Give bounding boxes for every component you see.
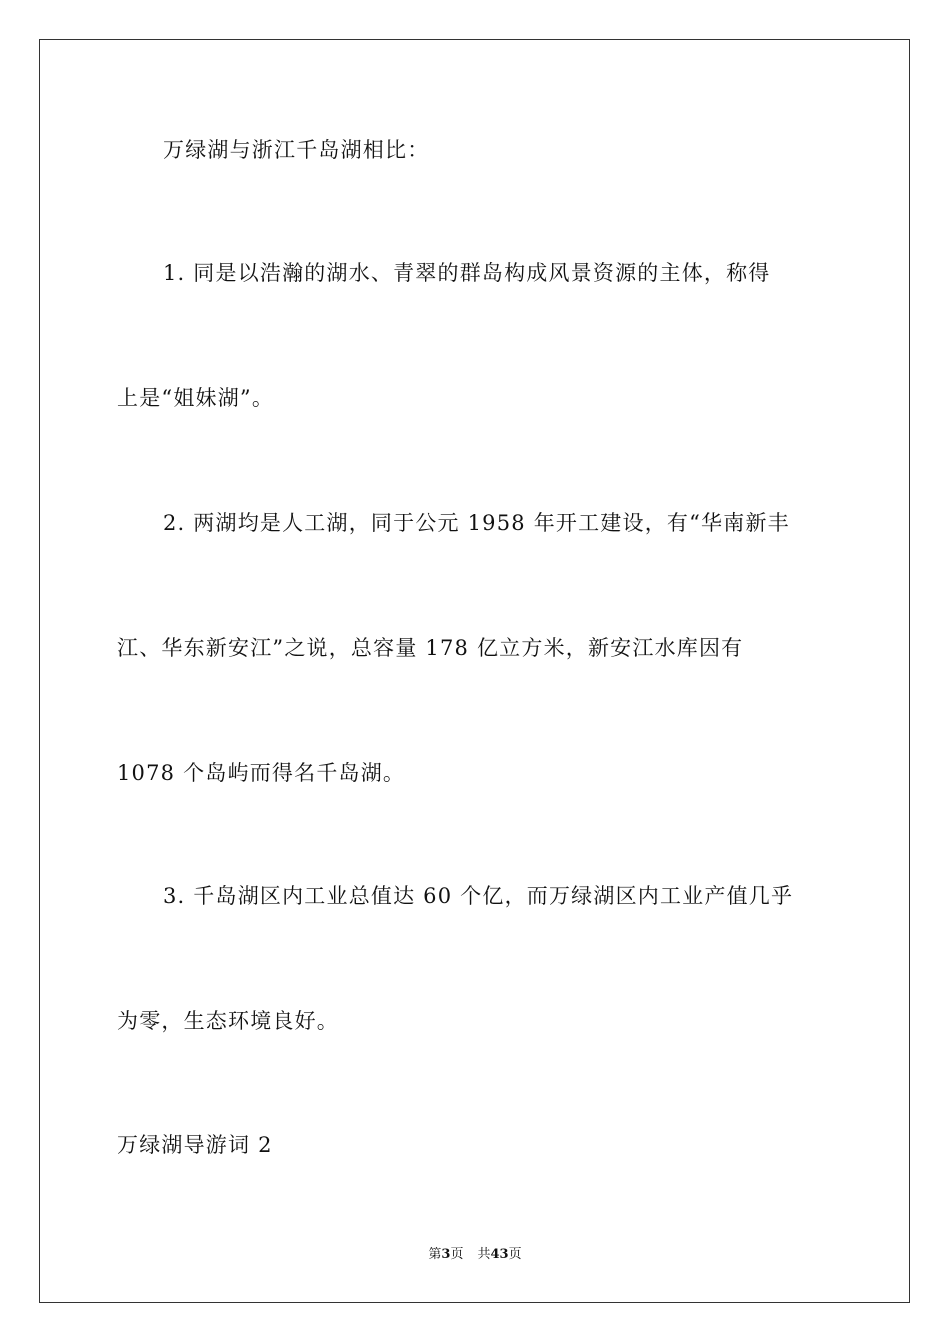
paragraph-1-line-2: 上是“姐妹湖”。 bbox=[117, 386, 275, 410]
footer-page-prefix: 第 bbox=[428, 1247, 442, 1262]
section-heading: 万绿湖导游词 2 bbox=[117, 1133, 273, 1157]
footer-page-suffix: 页 bbox=[450, 1247, 464, 1262]
paragraph-2-line-3: 1078 个岛屿而得名千岛湖。 bbox=[117, 761, 406, 785]
paragraph-3-line-1: 3. 千岛湖区内工业总值达 60 个亿，而万绿湖区内工业产值几乎 bbox=[163, 884, 794, 908]
paragraph-1-line-1: 1. 同是以浩瀚的湖水、青翠的群岛构成风景资源的主体，称得 bbox=[163, 261, 771, 285]
page-border bbox=[39, 39, 910, 1303]
paragraph-3-line-2: 为零，生态环境良好。 bbox=[117, 1009, 339, 1033]
page-footer bbox=[0, 1246, 950, 1264]
paragraph-2-line-2: 江、华东新安江”之说，总容量 178 亿立方米，新安江水库因有 bbox=[117, 636, 744, 660]
footer-total-pages: 43 bbox=[490, 1247, 509, 1262]
footer-total-suffix: 页 bbox=[508, 1247, 522, 1262]
footer-page-number: 3 bbox=[441, 1247, 451, 1262]
footer-total-prefix: 共 bbox=[477, 1247, 491, 1262]
paragraph-2-line-1: 2. 两湖均是人工湖，同于公元 1958 年开工建设，有“华南新丰 bbox=[163, 511, 790, 535]
paragraph-intro: 万绿湖与浙江千岛湖相比： bbox=[163, 138, 430, 162]
